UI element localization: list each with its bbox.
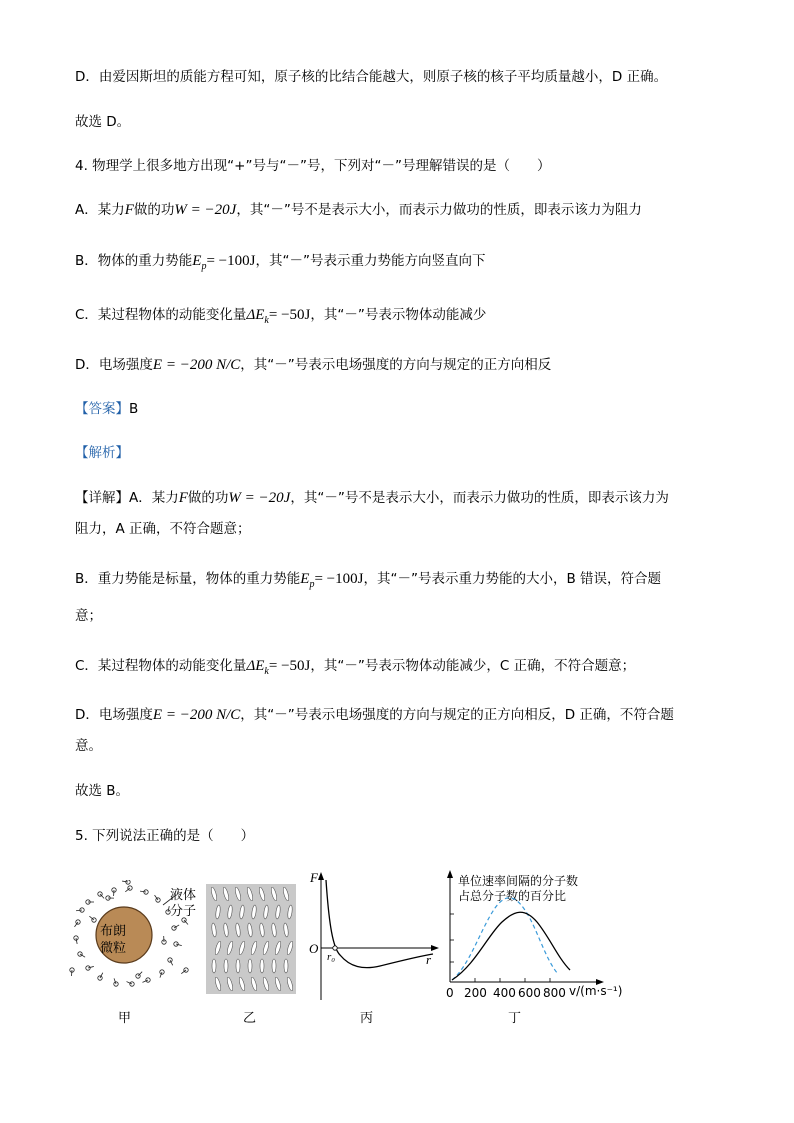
bing-ylabel: F xyxy=(310,870,318,885)
detail-5a: C．某过程物体的动能变化量 xyxy=(75,658,247,674)
figure-ding xyxy=(440,870,620,990)
yi-molecule xyxy=(272,959,276,973)
q4-c-post: ，其“－”号表示物体动能减少 xyxy=(310,307,487,323)
detail-line-5 xyxy=(75,657,635,681)
detail-1-eq: W = −20J xyxy=(228,490,291,506)
q4-b-symbol: $E_p$ xyxy=(192,253,207,272)
yi-molecule xyxy=(284,959,288,973)
jia-label-2: 分子 xyxy=(170,904,197,919)
yi-molecule xyxy=(236,959,240,973)
detail-line-7: 意。 xyxy=(75,738,102,754)
prev-answer-line: 故选 D。 xyxy=(75,114,131,130)
detail-line-1 xyxy=(75,489,669,507)
ding-title-1: 单位速率间隔的分子数 xyxy=(458,874,579,888)
q4-answer xyxy=(75,400,138,418)
detail-6a: D．电场强度 xyxy=(75,707,153,723)
q4-a-eq: W = −20J xyxy=(174,202,237,218)
detail-1c: ，其“－”号不是表示大小，而表示力做功的性质，即表示该力为 xyxy=(290,490,669,506)
detail-3b: ，其“－”号表示重力势能的大小，B 错误，符合题 xyxy=(363,571,661,587)
solid-distribution xyxy=(452,912,570,980)
q4-stem: 4. 物理学上很多地方出现“+”号与“－”号，下列对“－”号理解错误的是（ ） xyxy=(75,158,551,174)
particle-label-1: 布朗 xyxy=(100,924,127,939)
detail-1a: 【详解】A．某力 xyxy=(75,490,179,506)
q4-b-post: ，其“－”号表示重力势能方向竖直向下 xyxy=(255,253,486,269)
detail-line-2: 阻力，A 正确，不符合题意； xyxy=(75,521,251,537)
bing-origin: O xyxy=(309,941,319,956)
detail-5b: ，其“－”号表示物体动能减少，C 正确，不符合题意； xyxy=(310,658,636,674)
q4-c-eq: = −50J xyxy=(268,307,311,323)
yi-molecule xyxy=(212,959,216,973)
answer-value: B xyxy=(129,401,139,417)
q4-a-mid: 做的功 xyxy=(133,202,175,218)
detail-6b: ，其“－”号表示电场强度的方向与规定的正方向相反，D 正确，不符合题 xyxy=(240,707,674,723)
caption-yi: 乙 xyxy=(243,1011,257,1026)
detail-line-3 xyxy=(75,570,661,594)
yi-molecule xyxy=(224,959,228,973)
figure-bing xyxy=(305,870,445,1005)
detail-1-var: F xyxy=(178,490,188,506)
force-curve xyxy=(326,880,433,968)
answer-tag: 【答案】 xyxy=(75,401,129,417)
yi-molecule xyxy=(248,959,252,973)
q5-stem: 5. 下列说法正确的是（ ） xyxy=(75,828,255,844)
q4-a-text: A．某力 xyxy=(75,202,125,218)
q4-option-d xyxy=(75,356,551,374)
caption-jia: 甲 xyxy=(118,1011,132,1026)
ding-tick-0: 0 xyxy=(446,986,454,1000)
yi-molecule xyxy=(260,959,264,973)
q4-c-text: C．某过程物体的动能变化量 xyxy=(75,307,247,323)
figure-yi xyxy=(206,884,296,994)
ding-title-2: 占总分子数的百分比 xyxy=(458,889,567,903)
detail-line-6 xyxy=(75,706,674,724)
detail-5-symbol: $\Delta E_k$ xyxy=(246,658,269,677)
q4-a-post: ，其“－”号不是表示大小，而表示力做功的性质，即表示该力为阻力 xyxy=(236,202,642,218)
q4-d-text: D．电场强度 xyxy=(75,357,153,373)
ding-tick-600: 600 xyxy=(518,986,541,1000)
detail-3a: B．重力势能是标量，物体的重力势能 xyxy=(75,571,301,587)
ding-x-unit: v/(m·s⁻¹) xyxy=(569,984,623,998)
ding-tick-200: 200 xyxy=(464,986,487,1000)
detail-5-eq: = −50J xyxy=(268,658,311,674)
caption-ding: 丁 xyxy=(508,1011,522,1026)
detail-1b: 做的功 xyxy=(187,490,229,506)
q4-d-eq: E = −200 N/C xyxy=(152,357,241,373)
dashed-distribution xyxy=(452,898,558,980)
detail-3-symbol: $E_p$ xyxy=(300,571,315,590)
bing-r0: r₀ xyxy=(327,951,336,963)
detail-line-4: 意； xyxy=(75,608,102,624)
q4-option-c xyxy=(75,306,486,330)
jia-label-1: 液体 xyxy=(170,888,197,903)
ding-tick-800: 800 xyxy=(543,986,566,1000)
bing-xlabel: r xyxy=(426,952,432,967)
caption-bing: 丙 xyxy=(360,1011,374,1026)
ding-tick-400: 400 xyxy=(493,986,516,1000)
analysis-tag: 【解析】 xyxy=(75,445,129,461)
q4-d-post: ，其“－”号表示电场强度的方向与规定的正方向相反 xyxy=(240,357,552,373)
detail-6-eq: E = −200 N/C xyxy=(152,707,241,723)
q4-b-eq: = −100J xyxy=(206,253,256,269)
q4-b-text: B．物体的重力势能 xyxy=(75,253,193,269)
detail-3-eq: = −100J xyxy=(314,571,364,587)
q4-option-a xyxy=(75,201,642,219)
q4-c-symbol: $\Delta E_k$ xyxy=(246,307,269,326)
q4-a-var: F xyxy=(124,202,134,218)
molecule-arrow xyxy=(71,970,72,976)
particle-label-2: 微粒 xyxy=(100,941,127,956)
q4-choose: 故选 B。 xyxy=(75,783,130,799)
q4-option-b xyxy=(75,252,485,276)
prev-option-d: D．由爱因斯坦的质能方程可知，原子核的比结合能越大，则原子核的核子平均质量越小，D 正确。 xyxy=(75,69,668,85)
